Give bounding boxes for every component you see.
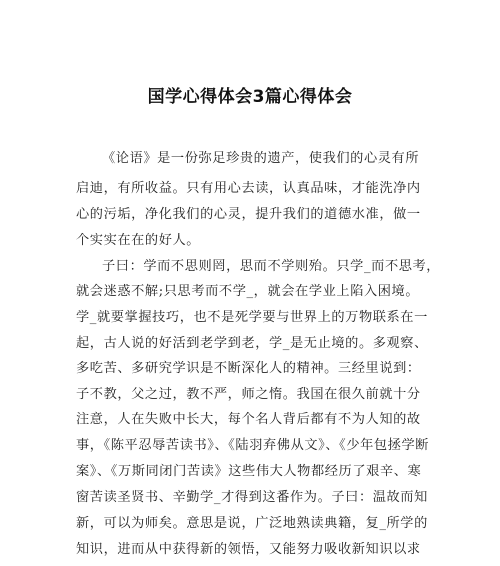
- paragraph-line: 个实实在在的好人。: [76, 233, 201, 248]
- paragraph-line: 《论语》是一份弥足珍贵的遗产，使我们的心灵有所: [102, 151, 420, 166]
- paragraph-line: 事，《陈平忍辱苦读书》、《陆羽弃佛从文》、《少年包拯学断: [76, 438, 430, 453]
- paragraph-line: 心的污垢，净化我们的心灵，提升我们的道德水准，做一: [76, 207, 421, 222]
- paragraph-line: 子曰：学而不思则罔，思而不学则殆。只学_而不思考，: [102, 259, 441, 274]
- paragraph-line: 案》、《万斯同闭门苦读》这些伟大人物都经历了艰辛、寒: [76, 464, 422, 479]
- paragraph-line: 知识，进而从中获得新的领悟，又能努力吸收新知识以求: [76, 542, 421, 557]
- paragraph-line: 起，古人说的好活到老学到老，学_是无止境的。多观察、: [76, 336, 428, 351]
- paragraph-line: 启迪，有所收益。只有用心去读，认真品味，才能洗净内: [76, 181, 421, 196]
- paragraph-line: 就会迷惑不解;只思考而不学_，就会在学业上陷入困境。: [76, 284, 420, 299]
- paragraph-line: 注意，人在失败中长大，每个名人背后都有不为人知的故: [76, 412, 421, 427]
- paragraph-line: 窗苦读圣贤书、辛勤学_才得到这番作为。子曰：温故而知: [76, 490, 428, 505]
- paragraph-line: 新，可以为师矣。意思是说，广泛地熟读典籍，复_所学的: [76, 516, 428, 531]
- paragraph-line: 学_就要掌握技巧，也不是死学要与世界上的万物联系在一: [76, 310, 428, 325]
- paragraph-line: 子不教，父之过，教不严，师之惰。我国在很久前就十分: [76, 387, 421, 402]
- paragraph-line: 多吃苦、多研究学识是不断深化人的精神。三经里说到：: [76, 361, 421, 376]
- document-title: 国学心得体会3篇心得体会: [147, 87, 353, 107]
